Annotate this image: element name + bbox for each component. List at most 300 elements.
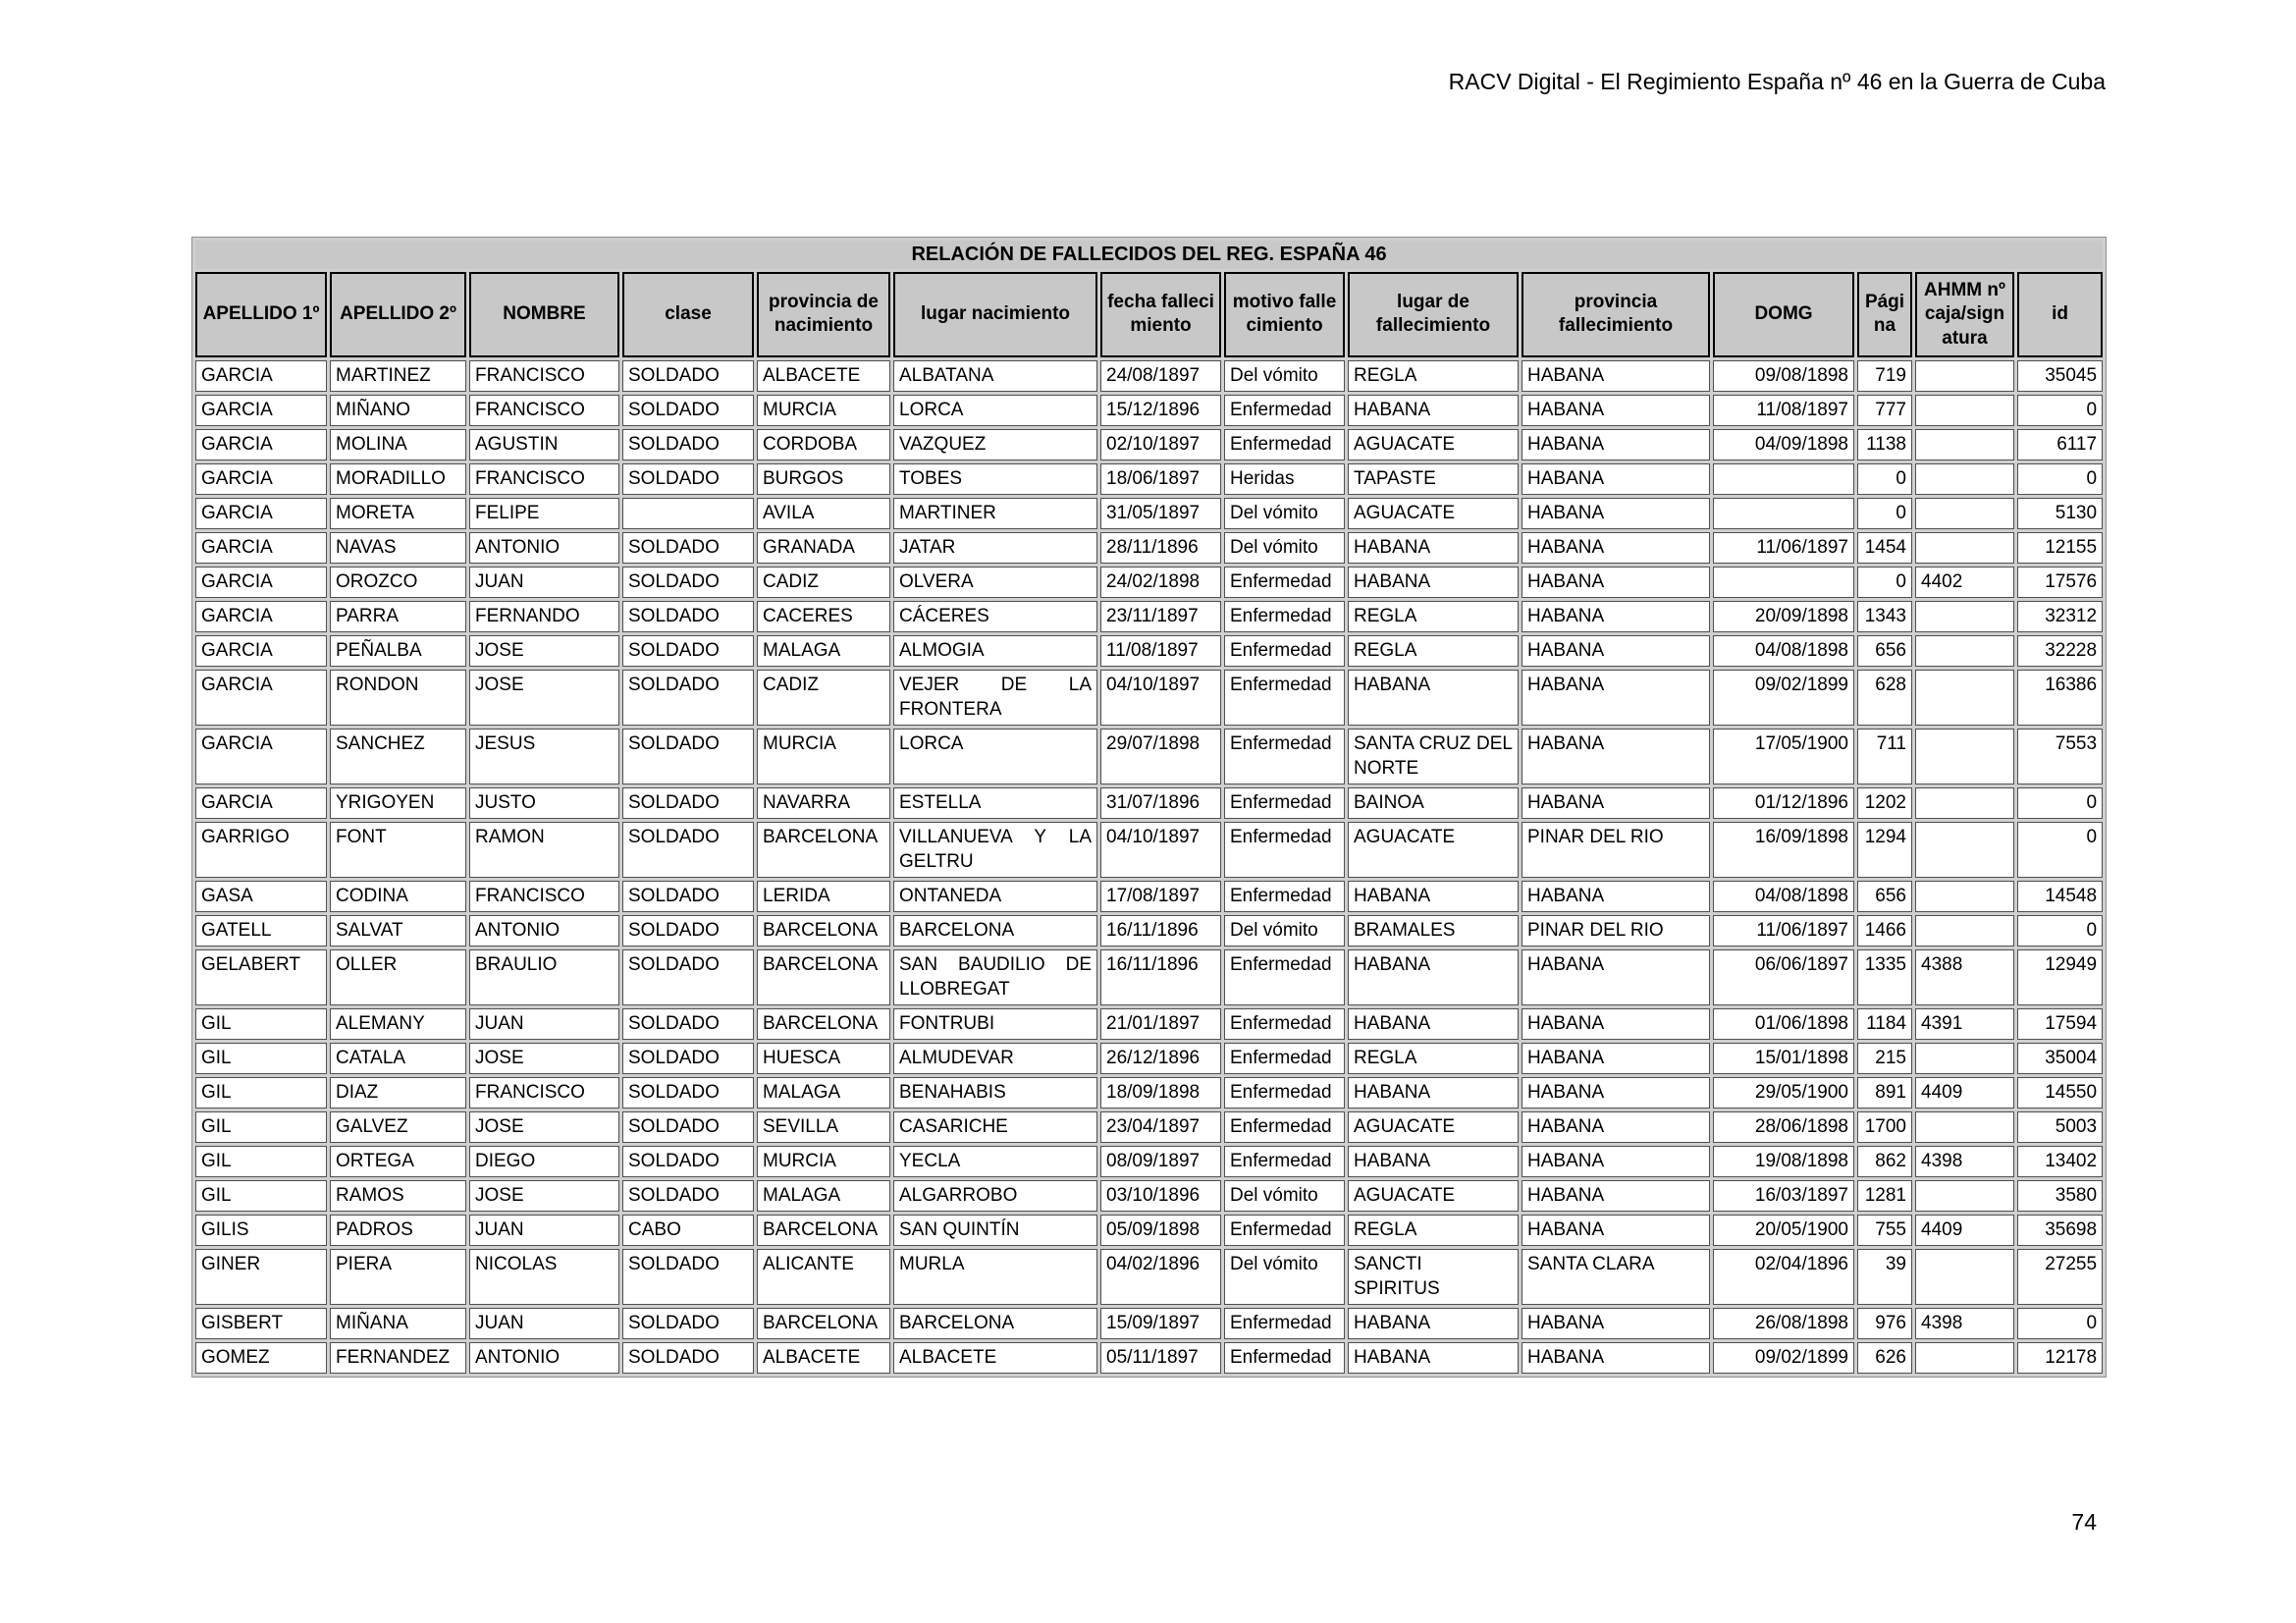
table-cell: GIL bbox=[195, 1180, 327, 1212]
table-cell: Del vómito bbox=[1224, 532, 1345, 564]
table-cell: GASA bbox=[195, 881, 327, 912]
table-cell bbox=[1915, 395, 2014, 426]
table-cell bbox=[1915, 787, 2014, 819]
table-cell: HABANA bbox=[1522, 567, 1710, 598]
table-cell: 862 bbox=[1857, 1146, 1912, 1177]
table-cell: GARRIGO bbox=[195, 822, 327, 878]
table-row bbox=[195, 532, 2103, 564]
table-cell: 1343 bbox=[1857, 601, 1912, 632]
table-cell: 35004 bbox=[2017, 1043, 2103, 1074]
table-row bbox=[195, 498, 2103, 529]
table-cell: 12155 bbox=[2017, 532, 2103, 564]
table-cell: ANTONIO bbox=[469, 1342, 619, 1374]
table-row bbox=[195, 787, 2103, 819]
table-cell: BARCELONA bbox=[893, 1308, 1097, 1339]
table-cell: MOLINA bbox=[330, 429, 466, 460]
table-cell: 755 bbox=[1857, 1215, 1912, 1246]
table-cell: JATAR bbox=[893, 532, 1097, 564]
table-cell: SOLDADO bbox=[622, 463, 754, 495]
table-cell: 0 bbox=[2017, 915, 2103, 947]
table-cell: GARCIA bbox=[195, 787, 327, 819]
table-row bbox=[195, 395, 2103, 426]
table-cell: Del vómito bbox=[1224, 498, 1345, 529]
table-cell: HABANA bbox=[1522, 1342, 1710, 1374]
table-cell: ALBACETE bbox=[757, 1342, 890, 1374]
table-cell: HABANA bbox=[1522, 498, 1710, 529]
table-cell bbox=[1915, 1111, 2014, 1143]
table-cell bbox=[1915, 635, 2014, 667]
table-cell bbox=[1915, 463, 2014, 495]
column-header: APELLIDO 2º bbox=[330, 272, 466, 357]
table-cell: HUESCA bbox=[757, 1043, 890, 1074]
table-cell: Enfermedad bbox=[1224, 822, 1345, 878]
table-row bbox=[195, 822, 2103, 878]
table-cell: VEJER DE LA FRONTERA bbox=[893, 670, 1097, 726]
table-cell: 29/07/1898 bbox=[1100, 729, 1221, 784]
table-cell: SOLDADO bbox=[622, 429, 754, 460]
column-header: APELLIDO 1º bbox=[195, 272, 327, 357]
table-row bbox=[195, 635, 2103, 667]
column-header: provincia fallecimiento bbox=[1522, 272, 1710, 357]
table-cell: 09/08/1898 bbox=[1713, 360, 1854, 392]
table-cell: SOLDADO bbox=[622, 1077, 754, 1109]
column-header: lugar nacimiento bbox=[893, 272, 1097, 357]
table-cell: 24/08/1897 bbox=[1100, 360, 1221, 392]
table-cell: SALVAT bbox=[330, 915, 466, 947]
table-cell: HABANA bbox=[1522, 1308, 1710, 1339]
table-cell: 04/09/1898 bbox=[1713, 429, 1854, 460]
table-cell: 777 bbox=[1857, 395, 1912, 426]
table-cell: NICOLAS bbox=[469, 1249, 619, 1305]
table-cell: SANCHEZ bbox=[330, 729, 466, 784]
table-cell: HABANA bbox=[1522, 1008, 1710, 1040]
table-cell: 39 bbox=[1857, 1249, 1912, 1305]
table-cell: 29/05/1900 bbox=[1713, 1077, 1854, 1109]
table-row bbox=[195, 1008, 2103, 1040]
table-cell: GARCIA bbox=[195, 463, 327, 495]
table-cell: RAMOS bbox=[330, 1180, 466, 1212]
table-cell: AGUACATE bbox=[1348, 822, 1519, 878]
table-cell: 04/08/1898 bbox=[1713, 881, 1854, 912]
table-row bbox=[195, 881, 2103, 912]
table-cell: CASARICHE bbox=[893, 1111, 1097, 1143]
table-cell: GARCIA bbox=[195, 729, 327, 784]
table-cell: 0 bbox=[2017, 463, 2103, 495]
table-cell: 15/09/1897 bbox=[1100, 1308, 1221, 1339]
table-cell: SOLDADO bbox=[622, 1342, 754, 1374]
table-cell: ALGARROBO bbox=[893, 1180, 1097, 1212]
table-cell: 08/09/1897 bbox=[1100, 1146, 1221, 1177]
table-cell: HABANA bbox=[1348, 1008, 1519, 1040]
table-cell: SOLDADO bbox=[622, 395, 754, 426]
column-header: motivo fallecimiento bbox=[1224, 272, 1345, 357]
table-cell: 1466 bbox=[1857, 915, 1912, 947]
table-cell: 4402 bbox=[1915, 567, 2014, 598]
table-cell: SOLDADO bbox=[622, 360, 754, 392]
table-cell: 1294 bbox=[1857, 822, 1912, 878]
table-cell: 11/08/1897 bbox=[1100, 635, 1221, 667]
table-cell: 04/10/1897 bbox=[1100, 670, 1221, 726]
table-cell: MURCIA bbox=[757, 729, 890, 784]
table-cell: 656 bbox=[1857, 881, 1912, 912]
table-cell: 4409 bbox=[1915, 1077, 2014, 1109]
table-cell: BARCELONA bbox=[757, 1008, 890, 1040]
table-cell: REGLA bbox=[1348, 360, 1519, 392]
column-header: lugar de fallecimiento bbox=[1348, 272, 1519, 357]
table-cell: 32228 bbox=[2017, 635, 2103, 667]
table-row bbox=[195, 1077, 2103, 1109]
table-cell: OLLER bbox=[330, 949, 466, 1005]
table-cell: SOLDADO bbox=[622, 1180, 754, 1212]
table-row bbox=[195, 1180, 2103, 1212]
table-cell: 0 bbox=[1857, 498, 1912, 529]
table-cell: 11/06/1897 bbox=[1713, 532, 1854, 564]
table-cell: 04/08/1898 bbox=[1713, 635, 1854, 667]
table-cell: 09/02/1899 bbox=[1713, 670, 1854, 726]
table-cell: HABANA bbox=[1522, 881, 1710, 912]
table-cell: HABANA bbox=[1522, 1043, 1710, 1074]
column-header: fecha fallecimiento bbox=[1100, 272, 1221, 357]
table-cell: 626 bbox=[1857, 1342, 1912, 1374]
table-cell: CODINA bbox=[330, 881, 466, 912]
table-cell: GINER bbox=[195, 1249, 327, 1305]
table-cell bbox=[1713, 498, 1854, 529]
table-cell: SOLDADO bbox=[622, 881, 754, 912]
table-cell: Enfermedad bbox=[1224, 1043, 1345, 1074]
table-cell: Enfermedad bbox=[1224, 1308, 1345, 1339]
table-cell: SOLDADO bbox=[622, 1008, 754, 1040]
table-cell: SOLDADO bbox=[622, 1249, 754, 1305]
table-cell: HABANA bbox=[1348, 395, 1519, 426]
table-cell: 13402 bbox=[2017, 1146, 2103, 1177]
table-cell: 0 bbox=[2017, 822, 2103, 878]
table-cell: GIL bbox=[195, 1008, 327, 1040]
casualties-table-container bbox=[191, 237, 2101, 1378]
table-cell: 656 bbox=[1857, 635, 1912, 667]
table-cell: MALAGA bbox=[757, 635, 890, 667]
table-cell: FONT bbox=[330, 822, 466, 878]
table-cell: 32312 bbox=[2017, 601, 2103, 632]
table-cell: HABANA bbox=[1348, 567, 1519, 598]
table-cell: SOLDADO bbox=[622, 1111, 754, 1143]
table-cell: 27255 bbox=[2017, 1249, 2103, 1305]
table-title: RELACIÓN DE FALLECIDOS DEL REG. ESPAÑA 46 bbox=[195, 241, 2103, 269]
table-cell: 711 bbox=[1857, 729, 1912, 784]
table-cell: GRANADA bbox=[757, 532, 890, 564]
table-cell: 23/11/1897 bbox=[1100, 601, 1221, 632]
table-row bbox=[195, 1215, 2103, 1246]
table-cell: 02/10/1897 bbox=[1100, 429, 1221, 460]
table-cell: GIL bbox=[195, 1111, 327, 1143]
table-cell: VILLANUEVA Y LA GELTRU bbox=[893, 822, 1097, 878]
table-cell bbox=[1915, 729, 2014, 784]
table-cell: 0 bbox=[1857, 463, 1912, 495]
table-cell: GIL bbox=[195, 1146, 327, 1177]
table-cell: MIÑANA bbox=[330, 1308, 466, 1339]
table-cell: ALEMANY bbox=[330, 1008, 466, 1040]
table-cell: ONTANEDA bbox=[893, 881, 1097, 912]
table-cell: Enfermedad bbox=[1224, 670, 1345, 726]
table-cell: JOSE bbox=[469, 1111, 619, 1143]
table-cell: 1335 bbox=[1857, 949, 1912, 1005]
table-cell: YRIGOYEN bbox=[330, 787, 466, 819]
table-cell: 35698 bbox=[2017, 1215, 2103, 1246]
table-cell: 4409 bbox=[1915, 1215, 2014, 1246]
column-header: id bbox=[2017, 272, 2103, 357]
table-title-row bbox=[195, 241, 2103, 269]
table-cell bbox=[1915, 1043, 2014, 1074]
table-cell: 04/02/1896 bbox=[1100, 1249, 1221, 1305]
column-header: NOMBRE bbox=[469, 272, 619, 357]
table-cell: Heridas bbox=[1224, 463, 1345, 495]
table-cell: MALAGA bbox=[757, 1077, 890, 1109]
table-body bbox=[195, 241, 2103, 1374]
column-header: DOMG bbox=[1713, 272, 1854, 357]
table-cell: JOSE bbox=[469, 635, 619, 667]
table-cell: AGUSTIN bbox=[469, 429, 619, 460]
table-cell: 0 bbox=[2017, 395, 2103, 426]
table-cell: BAINOA bbox=[1348, 787, 1519, 819]
table-cell: 15/01/1898 bbox=[1713, 1043, 1854, 1074]
table-cell: MURCIA bbox=[757, 395, 890, 426]
table-cell: HABANA bbox=[1522, 1111, 1710, 1143]
table-cell: HABANA bbox=[1522, 429, 1710, 460]
column-header: provincia de nacimiento bbox=[757, 272, 890, 357]
table-cell: 03/10/1896 bbox=[1100, 1180, 1221, 1212]
table-cell: PINAR DEL RIO bbox=[1522, 915, 1710, 947]
table-cell: GARCIA bbox=[195, 498, 327, 529]
table-cell: Enfermedad bbox=[1224, 1215, 1345, 1246]
table-cell: MORADILLO bbox=[330, 463, 466, 495]
table-cell bbox=[1713, 567, 1854, 598]
table-cell: PADROS bbox=[330, 1215, 466, 1246]
table-cell bbox=[1915, 532, 2014, 564]
table-cell: 1138 bbox=[1857, 429, 1912, 460]
table-cell: REGLA bbox=[1348, 601, 1519, 632]
table-cell: 01/12/1896 bbox=[1713, 787, 1854, 819]
table-cell: JUAN bbox=[469, 1308, 619, 1339]
table-cell: SEVILLA bbox=[757, 1111, 890, 1143]
table-cell: LERIDA bbox=[757, 881, 890, 912]
table-cell: PINAR DEL RIO bbox=[1522, 822, 1710, 878]
table-cell: 1202 bbox=[1857, 787, 1912, 819]
table-row bbox=[195, 949, 2103, 1005]
table-cell: 20/09/1898 bbox=[1713, 601, 1854, 632]
table-cell: 0 bbox=[1857, 567, 1912, 598]
table-cell: 1184 bbox=[1857, 1008, 1912, 1040]
table-cell: JESUS bbox=[469, 729, 619, 784]
table-cell: SOLDADO bbox=[622, 635, 754, 667]
table-cell: Enfermedad bbox=[1224, 1008, 1345, 1040]
table-cell: HABANA bbox=[1522, 360, 1710, 392]
table-cell: BARCELONA bbox=[757, 1308, 890, 1339]
table-cell: 17576 bbox=[2017, 567, 2103, 598]
table-cell bbox=[1915, 822, 2014, 878]
table-cell: 28/11/1896 bbox=[1100, 532, 1221, 564]
table-cell: SANTA CLARA bbox=[1522, 1249, 1710, 1305]
running-header: RACV Digital - El Regimiento España nº 46 en la Guerra de Cuba bbox=[1448, 69, 2106, 94]
table-cell: HABANA bbox=[1348, 670, 1519, 726]
table-cell bbox=[1713, 463, 1854, 495]
table-cell bbox=[1915, 881, 2014, 912]
table-cell: 4398 bbox=[1915, 1146, 2014, 1177]
table-cell: 4391 bbox=[1915, 1008, 2014, 1040]
table-cell: GATELL bbox=[195, 915, 327, 947]
table-cell: NAVAS bbox=[330, 532, 466, 564]
table-cell bbox=[1915, 1342, 2014, 1374]
table-cell: Enfermedad bbox=[1224, 949, 1345, 1005]
table-cell: 0 bbox=[2017, 787, 2103, 819]
table-cell: BARCELONA bbox=[757, 1215, 890, 1246]
table-cell: Enfermedad bbox=[1224, 429, 1345, 460]
table-cell: GARCIA bbox=[195, 360, 327, 392]
table-cell: MIÑANO bbox=[330, 395, 466, 426]
table-cell: GIL bbox=[195, 1043, 327, 1074]
table-cell: AGUACATE bbox=[1348, 1111, 1519, 1143]
table-cell: FRANCISCO bbox=[469, 881, 619, 912]
table-cell: Del vómito bbox=[1224, 360, 1345, 392]
table-cell: 23/04/1897 bbox=[1100, 1111, 1221, 1143]
table-cell: Enfermedad bbox=[1224, 601, 1345, 632]
table-cell: 17594 bbox=[2017, 1008, 2103, 1040]
table-cell: Enfermedad bbox=[1224, 1111, 1345, 1143]
table-cell: 12949 bbox=[2017, 949, 2103, 1005]
table-cell bbox=[1915, 498, 2014, 529]
table-cell: SANTA CRUZ DEL NORTE bbox=[1348, 729, 1519, 784]
table-cell: 3580 bbox=[2017, 1180, 2103, 1212]
table-cell: SOLDADO bbox=[622, 915, 754, 947]
table-cell: RAMON bbox=[469, 822, 619, 878]
table-cell: Enfermedad bbox=[1224, 729, 1345, 784]
table-cell: MURLA bbox=[893, 1249, 1097, 1305]
table-cell: FRANCISCO bbox=[469, 360, 619, 392]
table-cell: SOLDADO bbox=[622, 949, 754, 1005]
table-cell: ALICANTE bbox=[757, 1249, 890, 1305]
table-cell: ESTELLA bbox=[893, 787, 1097, 819]
table-cell: BRAULIO bbox=[469, 949, 619, 1005]
table-row bbox=[195, 915, 2103, 947]
table-cell: 31/05/1897 bbox=[1100, 498, 1221, 529]
table-cell: BRAMALES bbox=[1348, 915, 1519, 947]
table-cell: 5003 bbox=[2017, 1111, 2103, 1143]
table-cell: 628 bbox=[1857, 670, 1912, 726]
table-cell: HABANA bbox=[1522, 1180, 1710, 1212]
table-cell: HABANA bbox=[1348, 881, 1519, 912]
table-cell: GILIS bbox=[195, 1215, 327, 1246]
table-cell: GALVEZ bbox=[330, 1111, 466, 1143]
table-cell: JUAN bbox=[469, 1215, 619, 1246]
table-cell: LORCA bbox=[893, 395, 1097, 426]
table-cell: Del vómito bbox=[1224, 915, 1345, 947]
table-cell: HABANA bbox=[1522, 1146, 1710, 1177]
table-cell: MARTINEZ bbox=[330, 360, 466, 392]
table-cell: GARCIA bbox=[195, 429, 327, 460]
table-cell: SOLDADO bbox=[622, 1043, 754, 1074]
table-cell bbox=[1915, 670, 2014, 726]
table-row bbox=[195, 1308, 2103, 1339]
table-cell: DIEGO bbox=[469, 1146, 619, 1177]
table-cell: 18/09/1898 bbox=[1100, 1077, 1221, 1109]
table-cell: ALBACETE bbox=[757, 360, 890, 392]
table-cell: 06/06/1897 bbox=[1713, 949, 1854, 1005]
table-cell: SOLDADO bbox=[622, 822, 754, 878]
table-cell: CACERES bbox=[757, 601, 890, 632]
table-cell: JUSTO bbox=[469, 787, 619, 819]
table-cell: Enfermedad bbox=[1224, 787, 1345, 819]
table-cell: ORTEGA bbox=[330, 1146, 466, 1177]
table-cell: HABANA bbox=[1522, 601, 1710, 632]
table-row bbox=[195, 1111, 2103, 1143]
table-cell: PARRA bbox=[330, 601, 466, 632]
table-cell: PEÑALBA bbox=[330, 635, 466, 667]
table-cell: ANTONIO bbox=[469, 532, 619, 564]
table-cell: 16/09/1898 bbox=[1713, 822, 1854, 878]
table-cell: 02/04/1896 bbox=[1713, 1249, 1854, 1305]
table-cell: 26/08/1898 bbox=[1713, 1308, 1854, 1339]
table-row bbox=[195, 463, 2103, 495]
table-cell: 05/09/1898 bbox=[1100, 1215, 1221, 1246]
table-cell: JOSE bbox=[469, 670, 619, 726]
table-cell: FRANCISCO bbox=[469, 395, 619, 426]
column-header: Página bbox=[1857, 272, 1912, 357]
table-cell: OROZCO bbox=[330, 567, 466, 598]
table-cell: HABANA bbox=[1522, 532, 1710, 564]
table-cell: 11/06/1897 bbox=[1713, 915, 1854, 947]
table-cell: SOLDADO bbox=[622, 1146, 754, 1177]
table-cell: MALAGA bbox=[757, 1180, 890, 1212]
table-cell: 35045 bbox=[2017, 360, 2103, 392]
table-cell: CÁCERES bbox=[893, 601, 1097, 632]
table-cell: 891 bbox=[1857, 1077, 1912, 1109]
table-cell: 16/11/1896 bbox=[1100, 915, 1221, 947]
table-cell: 12178 bbox=[2017, 1342, 2103, 1374]
table-cell: SOLDADO bbox=[622, 601, 754, 632]
table-cell: HABANA bbox=[1522, 670, 1710, 726]
table-cell: 15/12/1896 bbox=[1100, 395, 1221, 426]
table-cell: CABO bbox=[622, 1215, 754, 1246]
table-cell: MORETA bbox=[330, 498, 466, 529]
table-cell: FRANCISCO bbox=[469, 1077, 619, 1109]
table-row bbox=[195, 729, 2103, 784]
table-cell: HABANA bbox=[1348, 1342, 1519, 1374]
table-row bbox=[195, 429, 2103, 460]
table-cell: FERNANDEZ bbox=[330, 1342, 466, 1374]
table-cell: SOLDADO bbox=[622, 670, 754, 726]
table-cell: RONDON bbox=[330, 670, 466, 726]
table-cell: 11/08/1897 bbox=[1713, 395, 1854, 426]
table-cell: HABANA bbox=[1348, 532, 1519, 564]
table-row bbox=[195, 1146, 2103, 1177]
table-cell: SOLDADO bbox=[622, 567, 754, 598]
table-cell: 19/08/1898 bbox=[1713, 1146, 1854, 1177]
table-row bbox=[195, 601, 2103, 632]
table-cell: ALBATANA bbox=[893, 360, 1097, 392]
table-cell: GARCIA bbox=[195, 567, 327, 598]
table-cell: 1700 bbox=[1857, 1111, 1912, 1143]
table-cell: HABANA bbox=[1348, 1146, 1519, 1177]
table-cell: AGUACATE bbox=[1348, 429, 1519, 460]
table-cell: REGLA bbox=[1348, 635, 1519, 667]
table-cell: 17/05/1900 bbox=[1713, 729, 1854, 784]
column-header: AHMM nºcaja/signatura bbox=[1915, 272, 2014, 357]
table-cell: GARCIA bbox=[195, 601, 327, 632]
table-cell: JUAN bbox=[469, 567, 619, 598]
table-cell: 26/12/1896 bbox=[1100, 1043, 1221, 1074]
table-cell: 16/11/1896 bbox=[1100, 949, 1221, 1005]
table-cell: AGUACATE bbox=[1348, 498, 1519, 529]
table-cell: GARCIA bbox=[195, 532, 327, 564]
table-cell: HABANA bbox=[1522, 1077, 1710, 1109]
